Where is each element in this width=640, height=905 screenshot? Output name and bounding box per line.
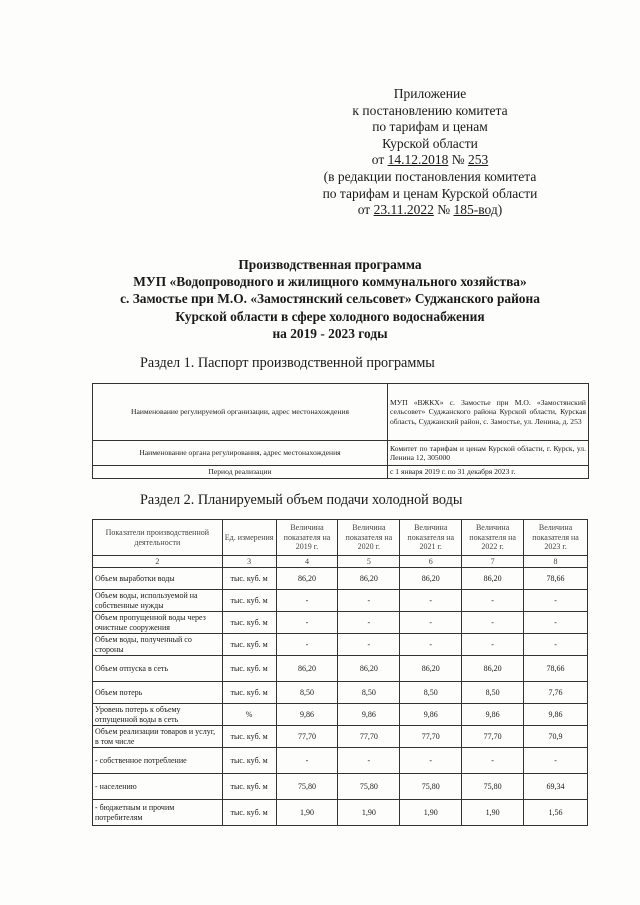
column-header: Величина показателя на 2019 г. [276, 520, 338, 556]
table-row [93, 682, 588, 704]
table-row [93, 774, 588, 800]
passport-label: Период реализации [93, 466, 388, 479]
row-value: - [462, 748, 524, 774]
row-value: - [524, 590, 588, 612]
row-name: - населению [93, 774, 223, 800]
section-2-heading: Раздел 2. Планируемый объем подачи холодной воды [140, 492, 463, 508]
column-number: 5 [338, 556, 400, 568]
passport-table [92, 383, 589, 479]
row-name: - собственное потребление [93, 748, 223, 774]
row-name: Объем воды, полученный со стороны [93, 634, 223, 656]
column-header: Показатели производственной деятельности [93, 520, 223, 556]
row-value: - [338, 748, 400, 774]
table-row [93, 612, 588, 634]
row-value: 7,76 [524, 682, 588, 704]
row-name: Уровень потерь к объему отпущенной воды в сеть [93, 704, 223, 726]
column-number: 3 [222, 556, 276, 568]
column-number-row [93, 556, 588, 568]
row-value: 75,80 [276, 774, 338, 800]
row-value: 78,66 [524, 656, 588, 682]
row-unit: тыс. куб. м [222, 612, 276, 634]
title-line: МУП «Водопроводного и жилищного коммунального хозяйства» [133, 274, 527, 290]
row-value: 77,70 [276, 726, 338, 748]
column-header: Ед. измерения [222, 520, 276, 556]
passport-row [93, 384, 589, 441]
row-value: - [400, 748, 462, 774]
table-row [93, 590, 588, 612]
row-value: - [400, 590, 462, 612]
appendix-line: к постановлению комитета [352, 102, 508, 118]
table-row [93, 634, 588, 656]
row-value: - [338, 634, 400, 656]
row-name: Объем воды, используемой на собственные нужды [93, 590, 223, 612]
edition-line: (в редакции постановления комитета [323, 168, 537, 184]
row-value: 9,86 [524, 704, 588, 726]
row-value: 78,66 [524, 568, 588, 590]
water-volume-table [92, 519, 588, 826]
row-value: - [462, 612, 524, 634]
row-value: 75,80 [400, 774, 462, 800]
row-unit: тыс. куб. м [222, 748, 276, 774]
table-header-row [93, 520, 588, 556]
row-value: - [276, 590, 338, 612]
title-line: на 2019 - 2023 годы [272, 325, 388, 341]
row-value: - [524, 634, 588, 656]
title-line: с. Замостье при М.О. «Замостянский сельсовет» Суджанского района [120, 291, 540, 307]
row-value: 70,9 [524, 726, 588, 748]
row-value: - [400, 634, 462, 656]
appendix-line: по тарифам и ценам [372, 119, 488, 135]
appendix-header [300, 86, 560, 219]
appendix-line: Курской области [382, 135, 478, 151]
row-value: 86,20 [338, 568, 400, 590]
row-value: 9,86 [400, 704, 462, 726]
row-value: 8,50 [462, 682, 524, 704]
row-unit: тыс. куб. м [222, 800, 276, 826]
row-value: 86,20 [276, 568, 338, 590]
row-value: 9,86 [338, 704, 400, 726]
row-value: 77,70 [338, 726, 400, 748]
column-header: Величина показателя на 2022 г. [462, 520, 524, 556]
row-name: Объем пропущенной воды через очистные сооружения [93, 612, 223, 634]
row-value: 86,20 [462, 568, 524, 590]
passport-value: МУП «ВЖКХ» с. Замостье при М.О. «Замостянский сельсовет» Суджанского района Курской области, Курская область, Суджанский район, с. Замостье, ул. Ленина, д. 253 [388, 384, 589, 441]
row-value: 86,20 [338, 656, 400, 682]
row-value: 1,90 [338, 800, 400, 826]
row-name: Объем выработки воды [93, 568, 223, 590]
row-value: 77,70 [462, 726, 524, 748]
row-value: - [338, 612, 400, 634]
row-value: 75,80 [338, 774, 400, 800]
row-value: - [524, 612, 588, 634]
table-row [93, 656, 588, 682]
passport-label: Наименование органа регулирования, адрес местонахождения [93, 441, 388, 466]
row-unit: тыс. куб. м [222, 568, 276, 590]
row-unit: тыс. куб. м [222, 774, 276, 800]
row-value: 75,80 [462, 774, 524, 800]
appendix-line: Приложение [393, 86, 467, 101]
row-value: - [400, 612, 462, 634]
title-line: Производственная программа [238, 257, 422, 272]
table-row [93, 748, 588, 774]
row-unit: тыс. куб. м [222, 590, 276, 612]
row-unit: тыс. куб. м [222, 726, 276, 748]
row-value: - [338, 590, 400, 612]
row-value: 1,90 [276, 800, 338, 826]
table-row [93, 704, 588, 726]
row-unit: % [222, 704, 276, 726]
row-value: - [462, 634, 524, 656]
row-value: - [276, 634, 338, 656]
row-name: Объем потерь [93, 682, 223, 704]
row-value: - [276, 612, 338, 634]
row-value: 86,20 [462, 656, 524, 682]
passport-row [93, 441, 589, 466]
row-name: Объем реализации товаров и услуг, в том числе [93, 726, 223, 748]
column-header: Величина показателя на 2020 г. [338, 520, 400, 556]
table-row [93, 726, 588, 748]
row-unit: тыс. куб. м [222, 634, 276, 656]
column-header: Величина показателя на 2021 г. [400, 520, 462, 556]
edition-reference: от 23.11.2022 № 185-вод) [357, 202, 503, 218]
row-value: 69,34 [524, 774, 588, 800]
row-value: - [276, 748, 338, 774]
row-value: - [462, 590, 524, 612]
order-date: 14.12.2018 [387, 152, 449, 168]
column-number: 4 [276, 556, 338, 568]
edition-date: 23.11.2022 [373, 202, 434, 218]
row-value: 1,56 [524, 800, 588, 826]
edition-number: 185-вод [453, 202, 498, 218]
order-reference: от 14.12.2018 № 253 [371, 152, 489, 168]
row-unit: тыс. куб. м [222, 682, 276, 704]
row-value: - [524, 748, 588, 774]
column-number: 8 [524, 556, 588, 568]
row-value: 9,86 [276, 704, 338, 726]
passport-value: с 1 января 2019 г. по 31 декабря 2023 г. [388, 466, 589, 479]
document-title [60, 256, 600, 342]
row-value: 8,50 [276, 682, 338, 704]
row-name: Объем отпуска в сеть [93, 656, 223, 682]
title-line: Курской области в сфере холодного водоснабжения [175, 308, 485, 324]
section-1-heading: Раздел 1. Паспорт производственной программы [140, 355, 435, 371]
row-value: 8,50 [338, 682, 400, 704]
table-row [93, 800, 588, 826]
row-value: 8,50 [400, 682, 462, 704]
row-value: 1,90 [462, 800, 524, 826]
column-number: 2 [93, 556, 223, 568]
passport-value: Комитет по тарифам и ценам Курской области, г. Курск, ул. Ленина 12, 305000 [388, 441, 589, 466]
row-unit: тыс. куб. м [222, 656, 276, 682]
row-value: 86,20 [400, 568, 462, 590]
row-value: 86,20 [400, 656, 462, 682]
row-value: 86,20 [276, 656, 338, 682]
row-value: 77,70 [400, 726, 462, 748]
passport-label: Наименование регулируемой организации, адрес местонахождения [93, 384, 388, 441]
column-number: 6 [400, 556, 462, 568]
edition-line: по тарифам и ценам Курской области [322, 185, 538, 201]
row-value: 9,86 [462, 704, 524, 726]
passport-row [93, 466, 589, 479]
table-row [93, 568, 588, 590]
column-header: Величина показателя на 2023 г. [524, 520, 588, 556]
column-number: 7 [462, 556, 524, 568]
order-number: 253 [468, 152, 489, 168]
row-value: 1,90 [400, 800, 462, 826]
row-name: - бюджетным и прочим потребителям [93, 800, 223, 826]
